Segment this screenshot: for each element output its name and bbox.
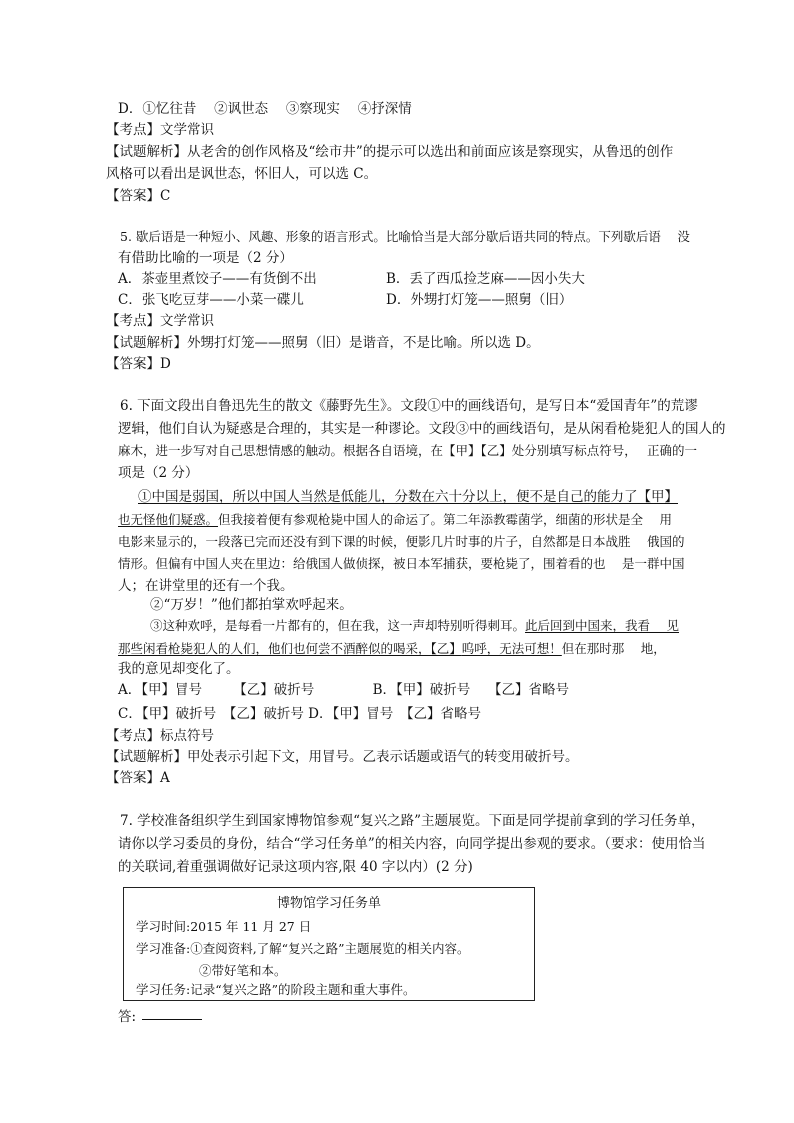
q6-answer: 【答案】A bbox=[106, 770, 170, 786]
q6-para1-underlined-line1: ①中国是弱国，所以中国人当然是低能儿，分数在六十分以上，便不是自己的能力了【甲】 bbox=[138, 489, 678, 505]
q6-stem-line3: 麻木，进一步写对自己思想情感的触动。根据各自语境，在【甲】【乙】处分别填写标点符号， 正确的一 bbox=[118, 443, 697, 458]
q6-para1-line2-rest: 但我接着便有参观枪毙中国人的命运了。第二年添教霉菌学，细菌的形状是全 用 bbox=[218, 512, 672, 527]
q5-kaodian: 【考点】文学常识 bbox=[106, 313, 214, 329]
q4-answer: 【答案】C bbox=[106, 188, 171, 204]
q6-para3-underlined-line1: 此后回到中国来，我看 见 bbox=[525, 618, 679, 633]
q5-analysis: 【试题解析】外甥打灯笼——照舅（旧）是谐音，不是比喻。所以选 D。 bbox=[106, 335, 540, 351]
task-sheet-time: 学习时间:2015 年 11 月 27 日 bbox=[136, 919, 312, 934]
q6-para1-underlined-line2: 也无怪他们疑惑。 bbox=[118, 512, 219, 527]
q5-answer: 【答案】D bbox=[106, 356, 171, 372]
q4-analysis-line2: 风格可以看出是讽世态，怀旧人，可以选 C。 bbox=[106, 166, 378, 182]
q4-kaodian: 【考点】文学常识 bbox=[106, 122, 214, 138]
q6-stem-line2: 逻辑，他们自认为疑惑是合理的，其实是一种谬论。文段③中的画线语句，是从闲看枪毙犯人的国人的 bbox=[118, 421, 726, 437]
q4-option-d: D．①忆往昔 ②讽世态 ③察现实 ④抒深情 bbox=[118, 101, 412, 117]
q6-para3-line3: 我的意见却变化了。 bbox=[118, 661, 240, 677]
q6-para1-line5: 人；在讲堂里的还有一个我。 bbox=[118, 578, 294, 594]
task-sheet-prep-1: 学习准备:①查阅资料,了解“复兴之路”主题展览的相关内容。 bbox=[136, 941, 470, 956]
q7-stem-line3: 的关联词,着重强调做好记录这项内容,限 40 字以内）(2 分) bbox=[118, 859, 473, 875]
task-sheet-prep-2: ②带好笔和本。 bbox=[199, 963, 287, 978]
q6-para3-mark-yi: 【乙】 bbox=[430, 641, 462, 656]
task-sheet-task: 学习任务:记录“复兴之路”的阶段主题和重大事件。 bbox=[136, 982, 416, 997]
q6-para3-line2-rest: 但在那时那 地， bbox=[561, 641, 666, 656]
task-sheet-title: 博物馆学习任务单 bbox=[276, 896, 381, 911]
q6-para3-underlined-line2b: 呜呼，无法可想！ bbox=[461, 641, 562, 656]
q6-kaodian: 【考点】标点符号 bbox=[106, 728, 214, 744]
q6-para2: ②“万岁！”他们都拍掌欢呼起来。 bbox=[150, 597, 353, 613]
q5-stem-line1: 5. 歇后语是一种短小、风趣、形象的语言形式。比喻恰当是大部分歇后语共同的特点。下列歇后语 没 bbox=[120, 229, 690, 244]
q6-analysis: 【试题解析】甲处表示引起下文，用冒号。乙表示话题或语气的转变用破折号。 bbox=[106, 749, 579, 765]
q5-option-c: C．张飞吃豆芽——小菜一碟儿 bbox=[118, 292, 304, 308]
task-sheet-box bbox=[123, 887, 535, 1001]
q6-options-cd: C．【甲】破折号 【乙】破折号 D．【甲】冒号 【乙】省略号 bbox=[118, 706, 481, 722]
q6-para3-start: ③这种欢呼，是每看一片都有的，但在我，这一声却特别听得刺耳。 bbox=[150, 618, 526, 633]
q5-stem-line2: 有借助比喻的一项是（2 分） bbox=[118, 250, 293, 266]
q6-para1-line3: 电影来显示的，一段落已完而还没有到下课的时候，便影几片时事的片子，自然都是日本战胜 俄国的 bbox=[118, 534, 685, 549]
q4-analysis-line1: 【试题解析】从老舍的创作风格及“绘市井”的提示可以选出和前面应该是察现实，从鲁迅的创作 bbox=[106, 144, 674, 160]
q7-stem-line1: 7. 学校准备组织学生到国家博物馆参观“复兴之路”主题展览。下面是同学提前拿到的学习任务单， bbox=[120, 813, 705, 829]
q6-stem-line4: 项是（2 分） bbox=[118, 465, 199, 481]
q6-para1-line4: 情形。但偏有中国人夹在里边：给俄国人做侦探，被日本军捕获，要枪毙了，围着看的也 是一群中国 bbox=[118, 556, 685, 571]
q7-answer-label: 答: bbox=[118, 1009, 137, 1025]
q5-option-d: D．外甥打灯笼——照舅（旧） bbox=[386, 292, 573, 308]
q5-option-b: B．丢了西瓜捡芝麻——因小失大 bbox=[386, 271, 585, 287]
q6-options-ab: A．【甲】冒号 【乙】破折号 B．【甲】破折号 【乙】省略号 bbox=[118, 682, 570, 698]
q7-stem-line2: 请你以学习委员的身份，结合“学习任务单”的相关内容，向同学提出参观的要求。（要求：使用恰当 bbox=[118, 836, 706, 852]
q5-option-a: A．茶壶里煮饺子——有货倒不出 bbox=[118, 271, 317, 287]
q6-stem-line1: 6. 下面文段出自鲁迅先生的散文《藤野先生》。文段①中的画线语句，是写日本“爱国青年”的荒谬 bbox=[120, 398, 698, 414]
q7-answer-blank[interactable] bbox=[142, 1018, 202, 1020]
q6-para3-underlined-line2a: 那些闲看枪毙犯人的人们，他们也何尝不酒醉似的喝采， bbox=[118, 641, 431, 656]
